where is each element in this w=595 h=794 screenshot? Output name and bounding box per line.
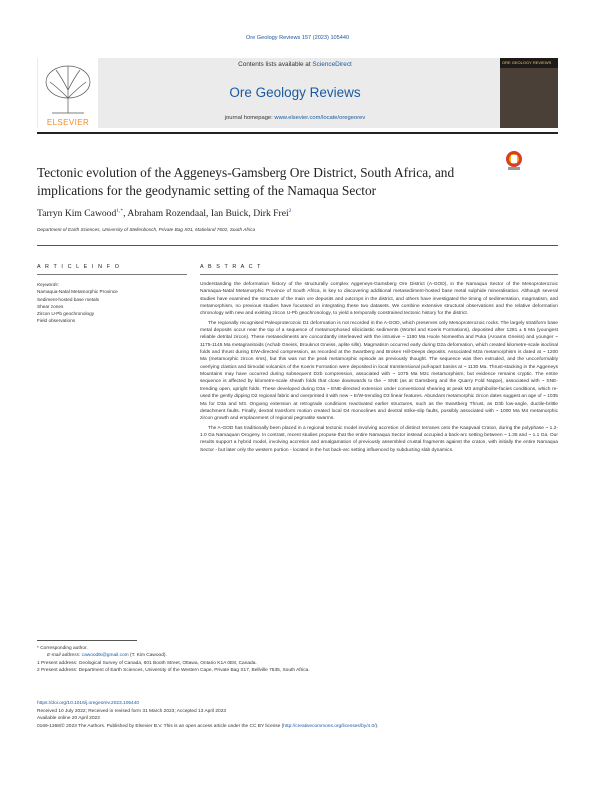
footnotes: [37, 645, 558, 674]
article-title: Tectonic evolution of the Aggeneys-Gamsberg Ore District, South Africa, and implications for the geodynamic setting of the Namaqua Sector: [37, 165, 455, 198]
header-divider: [37, 132, 558, 134]
abstract-heading: A B S T R A C T: [200, 264, 263, 270]
keyword: Sediment-hosted base metals: [37, 296, 100, 302]
affiliation: Department of Earth Sciences, University of Stellenbosch, Private Bag X01, Matieland 7602, South Africa: [37, 227, 256, 232]
author-name[interactable]: Tarryn Kim Cawood: [37, 208, 117, 220]
license-line: [37, 723, 558, 731]
crossmark-icon[interactable]: [505, 150, 523, 172]
abstract-paragraph: Understanding the deformation history of the structurally complex Aggeneys-Gamsberg Ore District (A-GOD), in the Namaqua Sector of the Mesoproterozoic Namaqua-Natal Metamorphic Province of South Africa, is key to discovering additional metasediment-hosted base metal sulphide mineralisation. Although several studies have examined the structure of the main ore deposits and outcrops in the district, and others have investigated the timing of sedimentation, magmatism, and metamorphism, no previous studies have focussed on integrating these two datasets. We combine extensive structural observations and the relative deformation chronology with new and existing zircon U-Pb geochronology, to yield a temporally constrained tectonic history for the district.: [200, 282, 558, 317]
email-line: [37, 652, 558, 659]
author-list: Tarryn Kim Cawood$^{1,*}$, Abraham Rozendaal, Ian Buick, Dirk Frei$^2$: [37, 208, 292, 220]
sciencedirect-link[interactable]: ScienceDirect: [312, 61, 352, 68]
doi-link[interactable]: https://doi.org/10.1016/j.oregeorev.2023.105440: [37, 701, 140, 706]
license-link[interactable]: http://creativecommons.org/licenses/by/4.0/: [283, 723, 376, 729]
license-text: 0169-1368/© 2023 The Authors. Published by Elsevier B.V. This is an open access article under the CC BY license (: [37, 723, 284, 729]
publication-info: [37, 700, 558, 730]
available-date: Available online 20 April 2023: [37, 716, 100, 721]
journal-title[interactable]: Ore Geology Reviews: [229, 85, 361, 100]
keyword: Shear zones: [37, 303, 64, 309]
affiliation-divider: [37, 245, 558, 246]
abstract-body: [200, 281, 558, 456]
keywords-block: [37, 281, 187, 325]
email-label: E-mail address:: [47, 653, 81, 659]
author-marks[interactable]: 2: [288, 208, 292, 214]
license-suffix: ).: [375, 723, 379, 729]
article-info-rule: [37, 274, 187, 275]
email-suffix: (T. Kim Cawood).: [130, 653, 167, 659]
contents-line: [110, 61, 480, 68]
contents-prefix: Contents lists available at: [238, 61, 311, 68]
abstract-paragraph: The A-GOD has traditionally been placed in a regional tectonic model involving accretion of distinct terranes onto the Kaapvaal Craton, during the polyphase ~ 1.2-1.0 Ga Namaquan Orogeny. In contrast, recent studies propose that the entire Namaqua Sector instead occupied a back-arc setting between ~ 1.35 and ~ 1.1 Ga. Our results support a hybrid model, involving accretion and amalgamation of previously assembled crustal fragments against the craton, with initially the entire Namaqua Sector - but later only the western portion - located in the hot back-arc setting influenced by subducting slab dynamics.: [200, 425, 558, 453]
abstract-paragraph: The regionally recognised Paleoproterozoic D1 deformation is not recorded in the A-GOD, which preserves only Mesoproterozoic rocks. The largely stratiform base metal deposits occur near the top of a sequence of metamorphosed siliciclastic sediments (Wortel and Koeris Formations), deposited after 1281 ± 5 Ma (youngest reliable detrital zircon). These metasediments are concordantly interleaved with the intrusive ~ 1190 Ma Hoole Nomeetha and Puka (Aroams Gneiss) and younger ~ 1175-1145 Ma metagranitoids (Achab Gneiss, Brouknot Gneiss, aplite sills). Magmatism occurred early during D2a deformation, which created kilometre-scale isoclinal folds and thrust during E/W-directed compression, as recorded at the Swartberg and Broken Hill-Deeps deposits. Associated M2a metamorphism is dated at ~ 1200 Ma (metamorphic zircon rims), but this was not the peak metamorphic episode as previously thought. The sequence was then extruded, and the unconformably overlying clastics and bimodal volcanics of the Koeris Formation were deposited in local transtensional pull-apart basins at ~ 1130 Ma. Thrust-stacking in the Aggeneys Mountains may have occurred during subsequent D2b compression, associated with ~ 1075 Ma M2c metamorphism, but evidence remains cryptic. The entire sequence is affected by kilometre-scale sheath folds that close downwards to the ~ SNE (as at Gamsberg and the Quarry Fold Nappe), associated with ~ SNE-trending open, upright folds. These developed during D3a ~ ENE-directed extension under conventional shearing at peak M3 amphibolite-facies conditions, which re-used the gently dipping D2 regional fabric and overprinted it with new ~ E/W-trending D3 linear features. Abundant metamorphic zircon dates suggest an age of ~ 1035 Ma for D3a and M3. Ongoing extension at retrograde conditions reactivated earlier structures, such as the Swartberg Thrust, as D3b low-angle, ductile-brittle detachment faults. Finally, dextral transform motion created local D4 monoclines and dextral strike-slip faults, possibly associated with ~ 1000 Ma M4 metamorphic zircon growth and emplacement of regional pegmatite swarms.: [200, 320, 558, 422]
present-address-note: 2 Present address: Department of Earth Sciences, University of the Western Cape, Private Bag X17, Bellville 7535, South Africa.: [37, 667, 310, 673]
abstract-rule: [200, 274, 558, 275]
author-name[interactable]: Abraham Rozendaal: [127, 208, 207, 220]
email-link[interactable]: cawoodtk@gmail.com: [81, 653, 129, 659]
journal-cover-image: [500, 58, 558, 128]
homepage-link[interactable]: www.elsevier.com/locate/oregeorev: [274, 115, 366, 121]
homepage-prefix: journal homepage:: [224, 115, 273, 121]
keyword: Zircon U-Pb geochronology: [37, 311, 95, 317]
received-dates: Received 10 July 2022; Received in revised form 31 March 2023; Accepted 13 April 2023: [37, 708, 227, 714]
publisher-name: ELSEVIER: [46, 118, 90, 127]
journal-homepage: [110, 115, 480, 121]
keyword: Field observations: [37, 318, 76, 324]
journal-citation[interactable]: Ore Geology Reviews 157 (2023) 105440: [245, 35, 350, 41]
footnote-divider: [37, 640, 137, 641]
present-address-note: 1 Present address: Geological Survey of Canada, 601 Booth Street, Ottawa, Ontario K1A 0E8, Canada.: [37, 660, 257, 666]
article-info-heading: A R T I C L E I N F O: [37, 264, 121, 270]
corresponding-author-note: * Corresponding author.: [37, 646, 88, 651]
journal-cover-title: ORE GEOLOGY REVIEWS: [502, 60, 552, 65]
author-name[interactable]: Dirk Frei: [253, 208, 289, 220]
keyword: Namaqua-Natal Metamorphic Province: [37, 289, 118, 295]
author-marks[interactable]: 1,*: [116, 208, 124, 214]
keywords-heading: Keywords:: [37, 282, 59, 287]
author-name[interactable]: Ian Buick: [210, 208, 249, 220]
